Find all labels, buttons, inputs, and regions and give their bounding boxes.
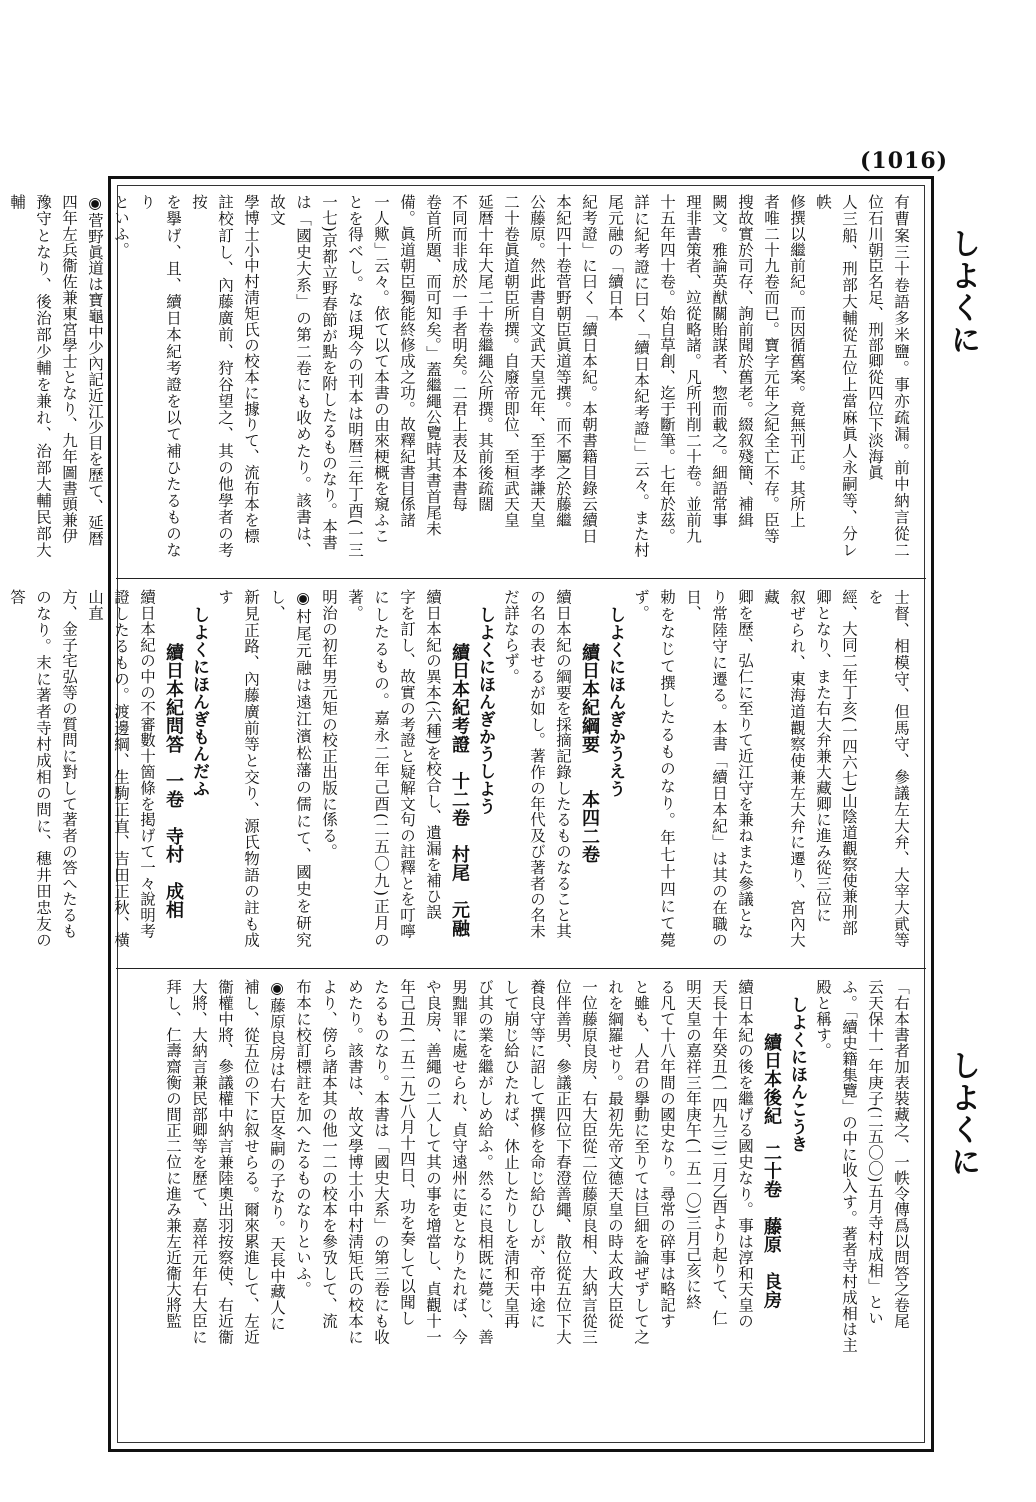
text-line: 學博士小中村淸矩氏の校本に據りて、流布本を標 <box>242 194 260 544</box>
entry-title-kouki: 續日本後紀 二十卷 藤原 良房 <box>761 1033 782 1309</box>
text-line: ◉村尾元融は遠江濱松藩の儒にて、國史を研究し、 <box>268 589 312 948</box>
text-line: といふ。 <box>112 194 130 258</box>
text-line: と雖も、人君の擧動に至りては巨細を論ぜずして之 <box>632 979 650 1345</box>
text-line: 位伴善男、參議正四位下春澄善繩、散位從五位下大 <box>554 979 572 1345</box>
text-line: り常陸守に遷る。本書「續日本紀」は其の在職の日、 <box>684 589 728 948</box>
text-line: 一人歟」云々。依て以て本書の由來梗概を窺ふこ <box>372 194 390 544</box>
text-line: 大將、大納言兼民部卿等を歷て、嘉祥元年右大臣に <box>190 979 208 1345</box>
text-line: たるものなり。本書は「國史大系」の第三卷にも收 <box>372 979 390 1345</box>
text-line: 理非書策者、竝從略諸。凡所刊削二十卷。並前九 <box>684 194 702 544</box>
text-line: 叙ぜられ、東海道觀察使兼左大弁に遷り、宮內大藏 <box>762 589 806 948</box>
entry-reading-kouki: しよくにほんこうき <box>787 996 807 1153</box>
text-line: 衞權中將、參議權中納言兼陸奧出羽按察使、右近衞 <box>216 979 234 1345</box>
text-line: 紀考證」に曰く「續日本紀。本朝書籍目錄云續日 <box>580 194 598 544</box>
text-line: 卿となり、また右大弁兼大藏卿に進み從三位に <box>814 589 832 923</box>
text-line: 闕文。雅論英猷關貽謀者、惣而載之。細語常事 <box>710 194 728 528</box>
entry-body-koushou <box>212 589 446 948</box>
text-line: 豫守となり、後治部少輔を兼れ、治部大輔民部大輔 <box>8 194 52 558</box>
text-line: 補し、從五位の下に叙せらる。爾來累進して、左近 <box>242 979 260 1345</box>
middle-tier-text <box>8 589 914 948</box>
continued-biography <box>628 589 914 948</box>
entry-body-kouki <box>160 979 758 1436</box>
entry-body-mondou <box>0 589 160 948</box>
text-line: にしたるもの。嘉永二年己酉(二五〇九)正月の著。 <box>346 589 390 948</box>
text-line: 註校訂し、內藤廣前、狩谷望之、其の他學者の考按 <box>190 194 234 558</box>
entry-title-kouyou: 續日本紀綱要 本四二卷 <box>579 643 600 864</box>
text-line: 明天皇の嘉祥三年庚午(一五一〇)三月己亥に終 <box>684 979 702 1310</box>
upper-tier-text <box>8 194 914 558</box>
text-line: 天長十年癸丑(一四九三)二月乙酉より起りて、仁 <box>710 979 728 1326</box>
text-line <box>0 589 4 948</box>
entry-body-kouyou <box>498 589 576 948</box>
middle-tier <box>8 578 926 958</box>
text-line: 養良守等に詔して撰修を命じ給ひしが、帝中途に <box>528 979 546 1329</box>
text-line: 「右本書者加表裝藏之、一帙令傳爲以問答之卷尾 <box>892 979 910 1329</box>
text-line: 士督、相模守、但馬守、參議左大弁、大宰大貮等を <box>866 589 910 948</box>
text-line: 年己丑(一五二九)八月十四日、功を奏して以聞し <box>398 979 416 1326</box>
upper-tier <box>8 184 926 568</box>
entry-reading-kouyou: しよくにほんぎかうえう <box>605 606 625 798</box>
text-line: を擧げ、且、續日本紀考證を以て補ひたるものなり <box>138 194 182 558</box>
text-line: とを得べし。なほ現今の刊本は明暦三年丁酉(一三一七)京都立野春節が點を附したるものなり。本書 <box>320 194 364 558</box>
text-line: 新見正路、內藤廣前等と交り、源氏物語の註も成す <box>216 589 260 948</box>
text-line: 續日本紀の後を繼げる國史なり。事は淳和天皇の <box>736 979 754 1329</box>
text-line: 卿を歷、弘仁に至りて近江守を兼ねまた參議とな <box>736 589 754 939</box>
text-line: 布本に校訂標註を加へたるものなりといふ。 <box>294 979 312 1297</box>
text-line: 四年左兵衞佐兼東宮學士となり、九年圖書頭兼伊 <box>60 194 78 544</box>
text-line: 拜し、仁壽齋衡の間正二位に進み兼左近衞大將監 <box>164 979 182 1329</box>
text-line: 本紀四十卷菅野朝臣眞道等撰。而不屬之於藤繼 <box>554 194 572 528</box>
text-line: 續日本紀の異本(六種)を校合し、遺漏を補ひ誤 <box>424 589 442 920</box>
text-line: 勅をなじて撰したるものなり。年七十四にて薨ず。 <box>632 589 676 948</box>
text-line: 備。眞道朝臣獨能終修成之功。故釋紀書目係諸 <box>398 194 416 528</box>
entry-title-mondou: 續日本紀問答 一卷 寺村 成相 <box>163 643 184 919</box>
text-line: 詳に紀考證に曰く「續日本紀考證」」云々。また村尾元融の「續日本 <box>606 194 650 558</box>
text-line: 經、大同二年丁亥(一四六七)山陰道觀察使兼刑部 <box>840 589 858 936</box>
text-line: 男黜罪に處せられ、貞守遠州に吏となりたれば、今 <box>450 979 468 1345</box>
text-line: 人三船、刑部大輔從五位上當麻眞人永嗣等、分レ帙 <box>814 194 858 558</box>
text-line: のなり。末に著者寺村成相の問に、穗井田忠友の答 <box>8 589 52 948</box>
text-line: 一位藤原良房、右大臣從二位藤原良相、大納言從三 <box>580 979 598 1345</box>
text-line: ふ。「續史籍集覽」の中に收入す。著者寺村成相は主 <box>840 979 858 1353</box>
text-line: る凡て十八年間の國史なり。尋常の碎事は略記す <box>658 979 676 1329</box>
text-line: 不同而非成於一手者明矣。二君上表及本書每 <box>450 194 468 512</box>
running-header-top: しよくに <box>945 228 980 356</box>
text-line: して崩じ給ひたれば、休止したりしを淸和天皇再 <box>502 979 520 1329</box>
text-line: 續日本紀の中の不審數十箇條を掲げて一々說明考 <box>138 589 156 939</box>
text-line: 卷首所題、而可知矣。」蓋繼繩公覽時其書首尾未 <box>424 194 442 537</box>
text-line: 延暦十年大尾二十卷繼繩公所撰。其前後疏闊 <box>476 194 494 512</box>
text-line: び其の業を繼がしめ給ふ。然るに良相既に薨じ、善 <box>476 979 494 1345</box>
lower-tier-text <box>128 979 914 1436</box>
text-line: 殿と稱す。 <box>814 979 832 1059</box>
text-line: めたり。該書は、故文學博士小中村淸矩氏の校本に <box>346 979 364 1345</box>
text-line: ◉菅野眞道は寶龜中少內記近江少目を歷て、延暦 <box>86 194 104 547</box>
text-line: 者唯二十九卷而已。寶字元年之紀全亡不存。臣等 <box>762 194 780 544</box>
entry-title-koushou: 續日本紀考證 十二卷 村尾 元融 <box>449 643 470 938</box>
text-line: は「國史大系」の第二卷にも收めたり。該書は、故文 <box>268 194 312 558</box>
text-line: 明治の初年男元矩の校正出版に係る。 <box>320 589 338 860</box>
continued-note <box>810 979 914 1436</box>
page-number: (1016) <box>860 148 949 174</box>
text-line: 方、金子宅弘等の質問に對して著者の答へたるも <box>60 589 78 939</box>
text-line: 證したるもの。渡邊綱、生駒正直、吉田正秋、橫山直 <box>86 589 130 948</box>
text-line <box>0 194 4 558</box>
text-line: や良房、善繩の二人して其の事を增當し、貞觀十一 <box>424 979 442 1345</box>
text-line: 云天保十一年庚子(二五〇〇)五月寺村成相」とい <box>866 979 884 1326</box>
text-line: 有曹案三十卷語多米鹽。事亦疏漏。前中納言從二位石川朝臣名足、刑部卿從四位下淡海眞 <box>866 194 910 558</box>
running-header-bottom: しよくに <box>945 1050 980 1178</box>
entry-reading-mondou: しよくにほんぎもんだふ <box>189 606 209 798</box>
entry-reading-koushou: しよくにほんぎかうしよう <box>475 606 495 815</box>
text-line: 十五年四十卷。始自草創、迄于斷筆。七年於茲。 <box>658 194 676 544</box>
text-line: 二十卷眞道朝臣所撰。自廢帝即位、至桓武天皇 <box>502 194 520 528</box>
text-line: 搜故實於司存、詢前聞於舊老。綴叙殘簡、補緝 <box>736 194 754 528</box>
text-line: だ詳ならず。 <box>502 589 520 685</box>
text-line: 公藤原。然此書自文武天皇元年、至于孝謙天皇 <box>528 194 546 528</box>
text-line: 修撰以繼前紀。而因循舊案。竟無刊正。其所上 <box>788 194 806 528</box>
lower-tier <box>116 968 926 1446</box>
text-line: ◉藤原良房は右大臣冬嗣の子なり。天長中藏人に <box>268 979 286 1332</box>
text-line: れを綱羅せり。最初先帝文德天皇の時太政大臣從 <box>606 979 624 1329</box>
text-line: 字を訂し、故實の考證と疑解文句の註釋とを叮嚀 <box>398 589 416 939</box>
text-line: 續日本紀の綱要を採摘記錄したるものなること其 <box>554 589 572 939</box>
text-line: の名の表せるが如し。著作の年代及び著者の名未 <box>528 589 546 939</box>
text-line: より、傍ら諸本其の他一二の校本を參攷して、流 <box>320 979 338 1329</box>
